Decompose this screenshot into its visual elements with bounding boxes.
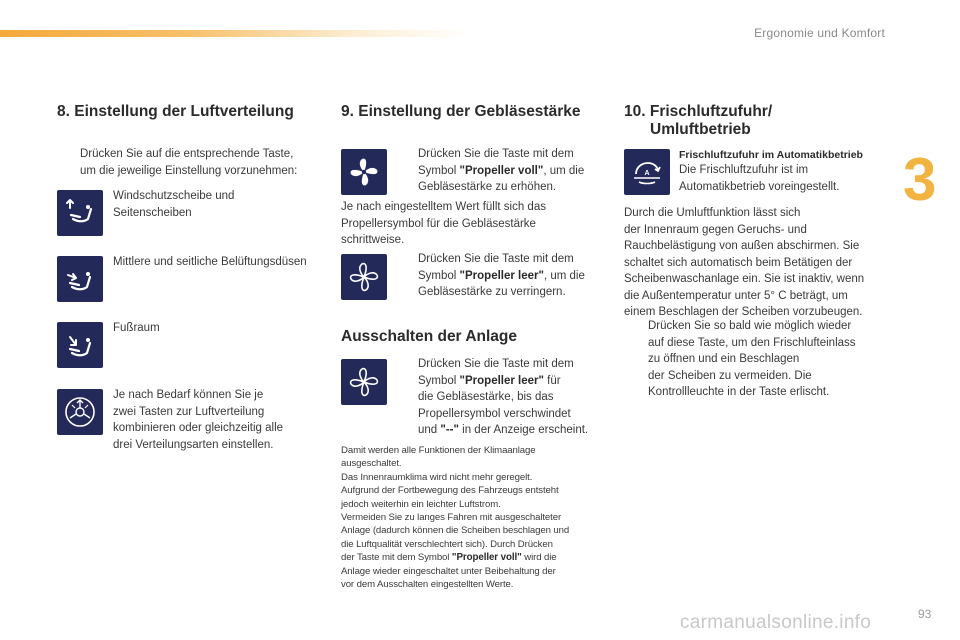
windshield-airflow-button[interactable] <box>57 190 103 236</box>
footwell-airflow-icon <box>62 327 98 363</box>
header-accent-bar <box>0 30 470 37</box>
page-number: 93 <box>918 607 932 621</box>
switch-off-title: Ausschalten der Anlage <box>341 328 518 345</box>
air-distribution-dial-icon <box>62 394 98 430</box>
fan-increase-text: Drücken Sie die Taste mit dem Symbol "Propeller voll", um die Gebläsestärke zu erhöhen. <box>418 148 585 193</box>
fan-off-button[interactable] <box>341 359 387 405</box>
fan-increase-button[interactable] <box>341 149 387 195</box>
face-vents-label: Mittlere und seitliche Belüftungsdüsen <box>113 256 307 268</box>
fan-full-icon <box>346 154 382 190</box>
switch-off-text: Drücken Sie die Taste mit dem Symbol "Propeller leer" für die Gebläsestärke, bis das Propellersymbol verschwindet und "--" in der Anzeige erscheint. <box>418 358 589 436</box>
recirculation-description: Durch die Umluftfunktion lässt sich der Innenraum gegen Geruchs- und Rauchbelästigung von außen abschirmen. Sie schaltet sich automatisch beim Betätigen der Scheibenwaschanlage ein. Sie ist inaktiv, wenn die Außentemperatur unter 5° C beträgt, um einem Beschlagen der Scheiben vorzubeugen. <box>624 207 865 318</box>
section-10-title: 10. Frischluftzufuhr/ Umluftbetrieb <box>624 103 773 138</box>
face-airflow-button[interactable] <box>57 256 103 302</box>
fan-fill-note: Je nach eingestelltem Wert füllt sich das Propellersymbol für die Gebläsestärke schrittweise. <box>341 201 546 246</box>
watermark: carmanualsonline.info <box>680 612 872 633</box>
auto-fresh-air-text: Frischluftzufuhr im Automatikbetrieb Die Frischluftzufuhr ist im Automatikbetrieb voreingestellt. <box>679 149 863 193</box>
fan-decrease-text: Drücken Sie die Taste mit dem Symbol "Propeller leer", um die Gebläsestärke zu verringern. <box>418 253 585 298</box>
windshield-label: Windschutzscheibe und Seitenscheiben <box>113 190 235 219</box>
section-8-intro: Drücken Sie auf die entsprechende Taste, um die jeweilige Einstellung vorzunehmen: <box>80 148 298 177</box>
section-8-title: 8. Einstellung der Luftverteilung <box>57 103 294 120</box>
fan-decrease-button[interactable] <box>341 254 387 300</box>
footwell-label: Fußraum <box>113 322 160 334</box>
svg-text:A: A <box>644 170 650 177</box>
fan-off-icon <box>346 364 382 400</box>
combination-note: Je nach Bedarf können Sie je zwei Tasten zur Luftverteilung kombinieren oder gleichzeitig alle drei Verteilungsarten einstellen. <box>113 389 284 451</box>
air-distribution-dial-button[interactable] <box>57 389 103 435</box>
chapter-number: 3 <box>903 146 937 213</box>
windshield-airflow-icon <box>62 195 98 231</box>
air-recirculation-button[interactable] <box>624 149 670 195</box>
footwell-airflow-button[interactable] <box>57 322 103 368</box>
face-airflow-icon <box>62 261 98 297</box>
air-recirculation-auto-icon <box>629 154 665 190</box>
chapter-title: Ergonomie und Komfort <box>754 26 885 40</box>
fan-empty-icon <box>346 259 382 295</box>
switch-off-note: Damit werden alle Funktionen der Klimaanlage ausgeschaltet. Das Innenraumklima wird nicht mehr geregelt. Aufgrund der Fortbewegung des Fahrzeugs entsteht jedoch weiterhin ein leichter Luftstrom. Vermeiden Sie zu langes Fahren mit ausgeschalteter Anlage (dadurch können die Scheiben beschlagen und die Luftqualität verschlechtert sich). Durch Drücken der Taste mit dem Symbol "Propeller voll" wird die Anlage wieder eingeschaltet unter Beibehaltung der vor dem Ausschalten eingestellten Werte. <box>341 445 570 591</box>
recirculation-instruction: Drücken Sie so bald wie möglich wieder auf diese Taste, um den Frischlufteinlass zu öffnen und ein Beschlagen der Scheiben zu vermeiden. Die Kontrollleuchte in der Taste erlischt. <box>648 320 856 398</box>
section-9-title: 9. Einstellung der Gebläsestärke <box>341 103 581 120</box>
